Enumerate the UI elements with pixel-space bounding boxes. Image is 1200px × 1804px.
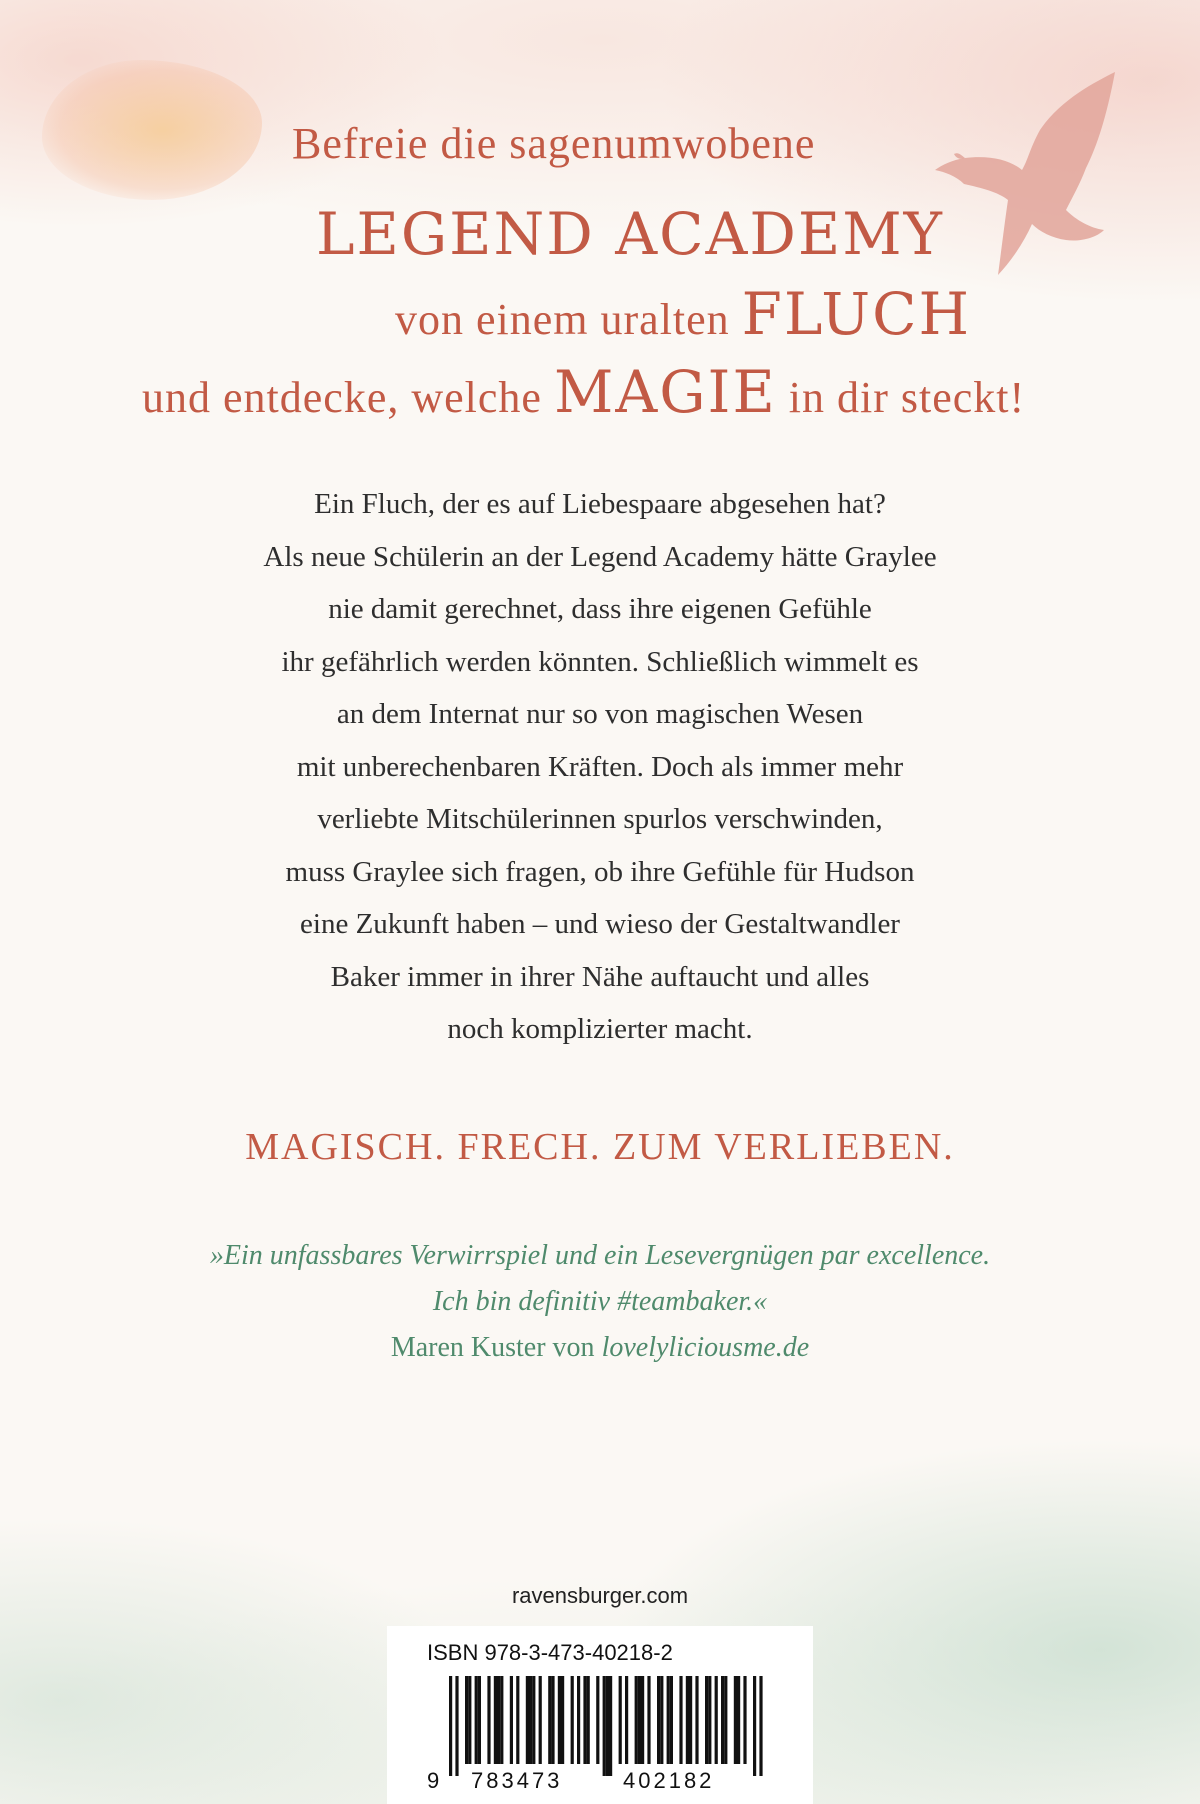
barcode-bar [539,1676,542,1764]
quote-attribution-prefix: Maren Kuster von [390,1332,602,1363]
barcode-bar [660,1676,663,1764]
barcode-bar [548,1676,551,1764]
barcode-bar [532,1676,535,1764]
barcode-bar [516,1676,519,1764]
barcode-bar [606,1676,609,1776]
blurb-line: mit unberechenbaren Kräften. Doch als immer mehr [296,750,904,783]
barcode-bar [494,1676,497,1764]
publisher-url: ravensburger.com [511,1583,689,1608]
barcode-bar [449,1676,452,1776]
tagline: MAGISCH. FRECH. ZUM VERLIEBEN. [245,1126,955,1168]
review-quote [0,1233,1200,1371]
barcode-bar [609,1676,612,1776]
barcode-bar [561,1676,564,1764]
quote-attribution [0,1325,1200,1371]
blurb-text [150,478,1050,1056]
blurb-line: eine Zukunft haben – und wieso der Gestaltwandler [300,908,900,940]
barcode-bar [759,1676,762,1776]
quote-line-1: »Ein unfassbares Verwirrspiel und ein Lesevergnügen par excellence. [209,1240,991,1271]
barcode-bar [695,1676,698,1764]
barcode-bar [715,1676,718,1764]
barcode-bar [475,1676,478,1764]
barcode-bar [526,1676,529,1764]
headline-fluch: FLUCH [741,280,972,348]
barcode-bar [638,1676,641,1764]
blurb-line: ihr gefährlich werden könnten. Schließlich wimmelt es [281,645,919,678]
barcode-bar [647,1676,650,1764]
blurb-line: noch komplizierter macht. [447,1013,753,1045]
blurb-line: Als neue Schülerin an der Legend Academy hätte Graylee [263,540,937,573]
barcode-bar [625,1676,628,1764]
headline-line-1: Befreie die sagenumwobene [292,119,816,168]
headline-line-3 [395,280,971,348]
barcode-bar [679,1676,682,1764]
barcode-bar [500,1676,503,1764]
barcode-digits-left: 783473 [471,1768,563,1791]
barcode-bar [737,1676,740,1764]
barcode-digits-right: 402182 [623,1768,715,1791]
isbn-label: ISBN 978-3-473-40218-2 [427,1640,673,1665]
barcode-bar [551,1676,554,1764]
barcode-bar [619,1676,622,1764]
blurb-line: muss Graylee sich fragen, ob ihre Gefühle für Hudson [285,855,915,888]
blurb-line: verliebte Mitschülerinnen spurlos verschwinden, [317,803,883,835]
barcode-digit-first: 9 [427,1768,440,1791]
barcode-bar [641,1676,644,1764]
barcode-bar [686,1676,689,1764]
barcode-bar [510,1676,513,1764]
barcode-bar [487,1676,490,1764]
barcode-bar [603,1676,606,1776]
barcode-bar [468,1676,471,1764]
barcode-bar [577,1676,580,1764]
barcode-bar [635,1676,638,1764]
barcode-bar [657,1676,660,1764]
quote-line-2: Ich bin definitiv #teambaker.« [432,1286,768,1317]
barcode-bar [724,1676,727,1764]
blurb-line: an dem Internat nur so von magischen Wesen [336,698,864,730]
barcode [427,1676,787,1791]
barcode-bar [721,1676,724,1764]
barcode-box [387,1626,813,1804]
barcode-bar [596,1676,599,1764]
barcode-bar [705,1676,708,1764]
blurb-line: Ein Fluch, der es auf Liebespaare abgesehen hat? [314,488,886,520]
headline-line-4 [142,358,1025,426]
blurb-line: Baker immer in ihrer Nähe auftaucht und alles [330,960,870,993]
barcode-bar [571,1676,574,1764]
barcode-bar [478,1676,481,1764]
barcode-bar [455,1676,458,1776]
barcode-bar [689,1676,692,1764]
headline-title-legend-academy: LEGEND ACADEMY [316,200,944,268]
barcode-bar [743,1676,746,1764]
blurb-line: nie damit gerechnet, dass ihre eigenen Gefühle [328,593,872,625]
barcode-bar [734,1676,737,1764]
barcode-bar [708,1676,711,1764]
quote-attribution-source: lovelyliciousme.de [601,1332,810,1363]
barcode-bar [558,1676,561,1764]
barcode-bar [587,1676,590,1764]
barcode-bar [753,1676,756,1776]
barcode-bar [497,1676,500,1764]
headline-magie: MAGIE [553,358,777,426]
barcode-bar [465,1676,468,1764]
barcode-bar [529,1676,532,1764]
headline-line-3-prefix: von einem uralten [395,295,730,344]
barcode-bar [670,1676,673,1764]
headline-line-4-prefix: und entdecke, welche [142,373,542,422]
barcode-bar [667,1676,670,1764]
headline-line-4-suffix: in dir steckt! [788,373,1026,422]
barcode-bar [583,1676,586,1764]
